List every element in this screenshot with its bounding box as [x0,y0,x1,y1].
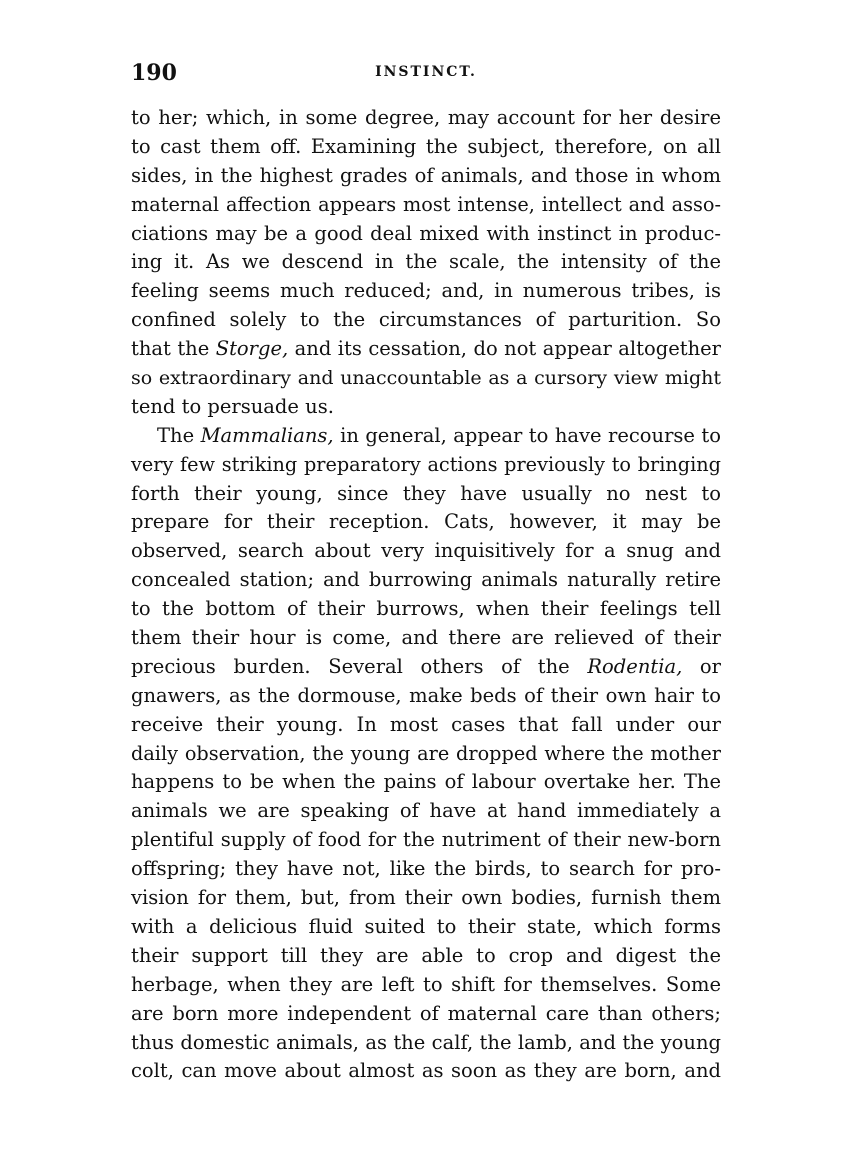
text-segment: ciations may be a good deal mixed with instinct in produc- [131,221,721,245]
text-segment: prepare for their reception. Cats, however, it may be [131,510,721,534]
text-segment: colt, can move about almost as soon as they are born, and [131,1059,721,1083]
text-line [131,393,721,422]
body-text [131,104,721,1086]
text-segment: their support till they are able to crop and digest the [131,943,721,967]
running-title: INSTINCT. [375,64,477,80]
text-segment: forth their young, since they have usually no nest to [131,481,721,505]
text-segment: happens to be when the pains of labour overtake her. The [131,770,721,794]
text-segment: tend to persuade us. [131,394,334,418]
text-line [131,624,721,653]
text-line [131,162,721,191]
text-segment: them their hour is come, and there are relieved of their [131,626,721,650]
text-segment: very few striking preparatory actions previously to bringing [131,452,721,476]
text-segment: observed, search about very inquisitively for a snug and [131,539,721,563]
text-segment: maternal affection appears most intense, intellect and asso- [131,192,721,216]
text-segment: receive their young. In most cases that fall under our [131,712,721,736]
text-line [131,248,721,277]
text-segment: or [682,654,721,678]
text-segment: concealed station; and burrowing animals naturally retire [131,568,721,592]
text-segment: thus domestic animals, as the calf, the lamb, and the young [131,1030,721,1054]
text-line [131,566,721,595]
text-line [131,220,721,249]
running-head [131,60,721,90]
text-line [131,191,721,220]
text-segment: confined solely to the circumstances of parturition. So [131,308,721,332]
text-segment: so extraordinary and unaccountable as a cursory view might [131,367,721,390]
text-line [131,104,721,133]
text-segment: to cast them off. Examining the subject, therefore, on all [131,134,721,158]
text-line [131,451,721,480]
text-line [131,797,721,826]
text-segment: are born more independent of maternal care than others; [131,1001,721,1025]
text-line [131,740,721,769]
text-line [131,335,721,364]
text-segment: to her; which, in some degree, may account for her desire [131,106,721,129]
text-segment: feeling seems much reduced; and, in numerous tribes, is [131,279,721,303]
text-line [131,768,721,797]
text-segment: offspring; they have not, like the birds, to search for pro- [131,857,721,881]
text-line [131,711,721,740]
italic-term: Rodentia, [587,654,683,678]
text-line [131,277,721,306]
text-line [131,913,721,942]
text-segment: that the [131,337,216,361]
text-line [131,855,721,884]
text-line [131,480,721,509]
text-line [131,1029,721,1058]
text-line [131,653,721,682]
text-line [131,595,721,624]
text-segment: with a delicious fluid suited to their state, which forms [131,914,721,938]
text-line [131,682,721,711]
text-segment: sides, in the highest grades of animals, and those in whom [131,163,721,187]
text-line [131,422,721,451]
text-segment: animals we are speaking of have at hand immediately a [131,799,721,823]
text-line [131,1057,721,1086]
text-line [131,306,721,335]
text-segment: and its cessation, do not appear altogether [288,337,721,361]
italic-term: Mammalians, [200,423,334,447]
text-segment: vision for them, but, from their own bodies, furnish them [131,886,721,910]
page-number: 190 [131,60,177,86]
text-segment: plentiful supply of food for the nutriment of their new-born [131,828,721,852]
text-line [131,826,721,855]
text-line [131,942,721,971]
text-segment: to the bottom of their burrows, when their feelings tell [131,597,721,621]
text-line [131,884,721,913]
text-segment: gnawers, as the dormouse, make beds of their own hair to [131,683,721,707]
italic-term: Storge, [215,337,289,361]
text-line [131,971,721,1000]
text-segment: precious burden. Several others of the [131,654,588,678]
text-segment: The [157,423,201,447]
text-line [131,133,721,162]
text-line [131,508,721,537]
text-line [131,1000,721,1029]
text-segment: daily observation, the young are dropped where the mother [131,741,721,765]
text-segment: in general, appear to have recourse to [333,423,721,447]
text-line [131,537,721,566]
text-segment: ing it. As we descend in the scale, the intensity of the [131,250,721,274]
text-line [131,364,721,393]
text-segment: herbage, when they are left to shift for themselves. Some [131,972,721,996]
